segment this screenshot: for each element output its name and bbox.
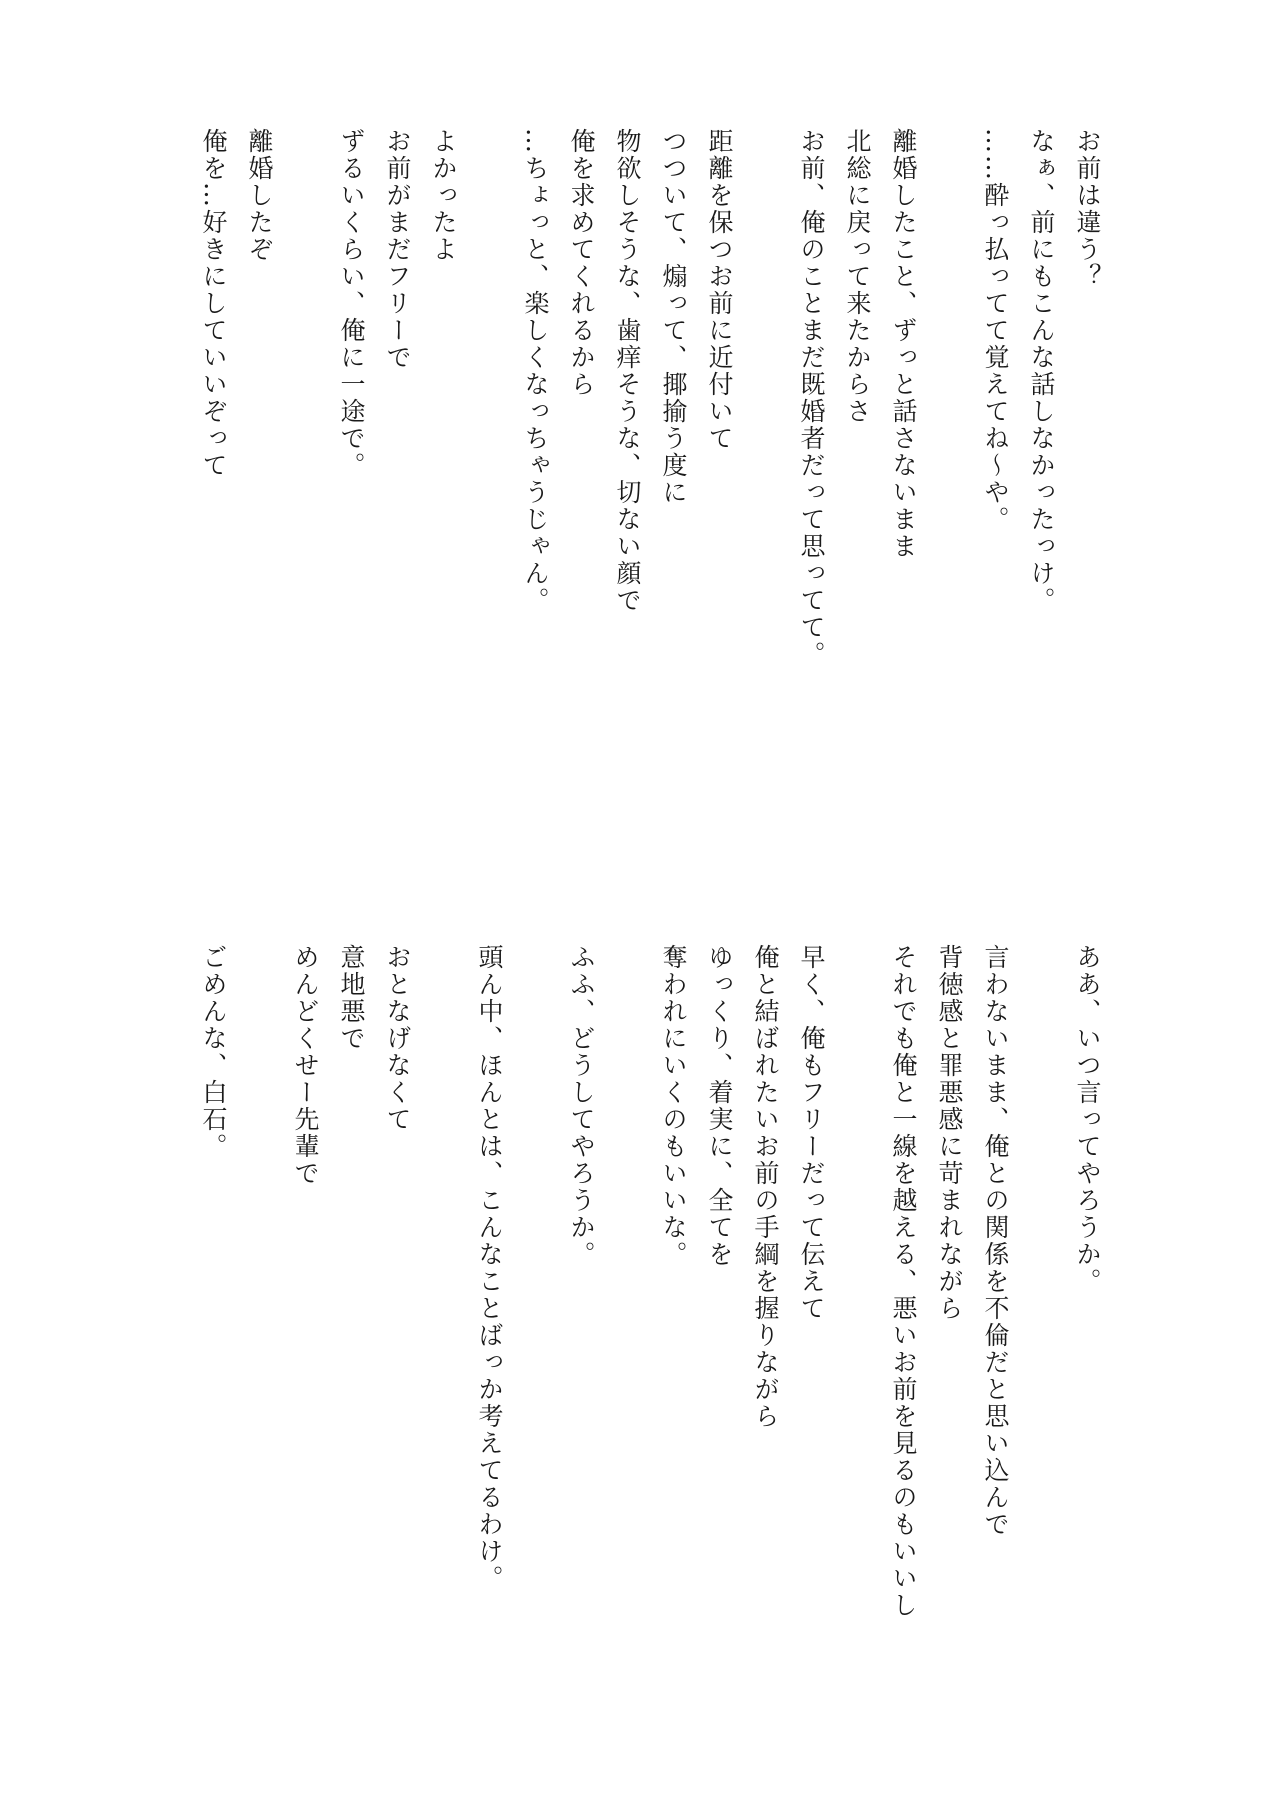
stanza: [650, 944, 834, 1704]
text-line: なぁ、前にもこんな話しなかったっけ。: [1027, 128, 1056, 614]
poem-block-bottom: [190, 944, 1110, 1704]
text-line: 離婚したぞ: [245, 128, 274, 263]
text-line: 物欲しそうな、歯痒そうな、切ない顔で: [613, 128, 642, 614]
text-line: 言わないまま、俺との関係を不倫だと思い込んで: [981, 944, 1010, 1538]
stanza: [190, 128, 282, 888]
text-line: おとなげなくて: [383, 944, 412, 1133]
text-line: 俺を求めてくれるから: [567, 128, 596, 398]
text-line: ごめんな、白石。: [199, 944, 228, 1160]
stanza: [788, 128, 926, 888]
stanza: [880, 944, 1018, 1704]
stanza-gap: [236, 944, 282, 1704]
text-line: ……酔っ払ってて覚えてね～や。: [981, 128, 1010, 533]
stanza: [328, 128, 466, 888]
text-line: 距離を保つお前に近付いて: [705, 128, 734, 452]
text-line: ふふ、どうしてやろうか。: [567, 944, 596, 1268]
text-line: つついて、煽って、揶揄う度に: [659, 128, 688, 506]
stanza: [972, 128, 1110, 888]
stanza-gap: [466, 128, 512, 888]
stanza-gap: [420, 944, 466, 1704]
text-line: …ちょっと、楽しくなっちゃうじゃん。: [521, 128, 550, 614]
text-line: ゆっくり、着実に、全てを: [705, 944, 734, 1268]
text-line: 意地悪で: [337, 944, 366, 1052]
text-line: お前、俺のことまだ既婚者だって思ってて。: [797, 128, 826, 668]
poem-block-top: [190, 128, 1110, 888]
stanza-gap: [834, 944, 880, 1704]
text-line: 北総に戻って来たからさ: [843, 128, 872, 425]
stanza-gap: [512, 944, 558, 1704]
text-line: めんどくせー先輩で: [291, 944, 320, 1187]
stanza-gap: [926, 128, 972, 888]
text-line: 早く、俺もフリーだって伝えて: [797, 944, 826, 1322]
text-line: ああ、いつ言ってやろうか。: [1073, 944, 1102, 1295]
stanza-gap: [604, 944, 650, 1704]
stanza-gap: [282, 128, 328, 888]
stanza: [190, 944, 236, 1704]
stanza-gap: [1018, 944, 1064, 1704]
stanza: [282, 944, 420, 1704]
text-line: 離婚したこと、ずっと話さないまま: [889, 128, 918, 560]
stanza: [1064, 944, 1110, 1704]
text-line: それでも俺と一線を越える、悪いお前を見るのもいいし: [889, 944, 918, 1619]
text-line: 奪われにいくのもいいな。: [659, 944, 688, 1268]
stanza-gap: [742, 128, 788, 888]
text-line: ずるいくらい、俺に一途で。: [337, 128, 366, 479]
stanza: [466, 944, 512, 1704]
stanza: [558, 944, 604, 1704]
text-line: 頭ん中、ほんとは、こんなことばっか考えてるわけ。: [475, 944, 504, 1592]
text-line: 背徳感と罪悪感に苛まれながら: [935, 944, 964, 1322]
text-line: 俺を…好きにしていいぞって: [199, 128, 228, 479]
stanza: [512, 128, 742, 888]
text-line: お前がまだフリーで: [383, 128, 412, 371]
text-line: お前は違う？: [1073, 128, 1102, 290]
text-line: 俺と結ばれたいお前の手綱を握りながら: [751, 944, 780, 1430]
text-line: よかったよ: [429, 128, 458, 263]
